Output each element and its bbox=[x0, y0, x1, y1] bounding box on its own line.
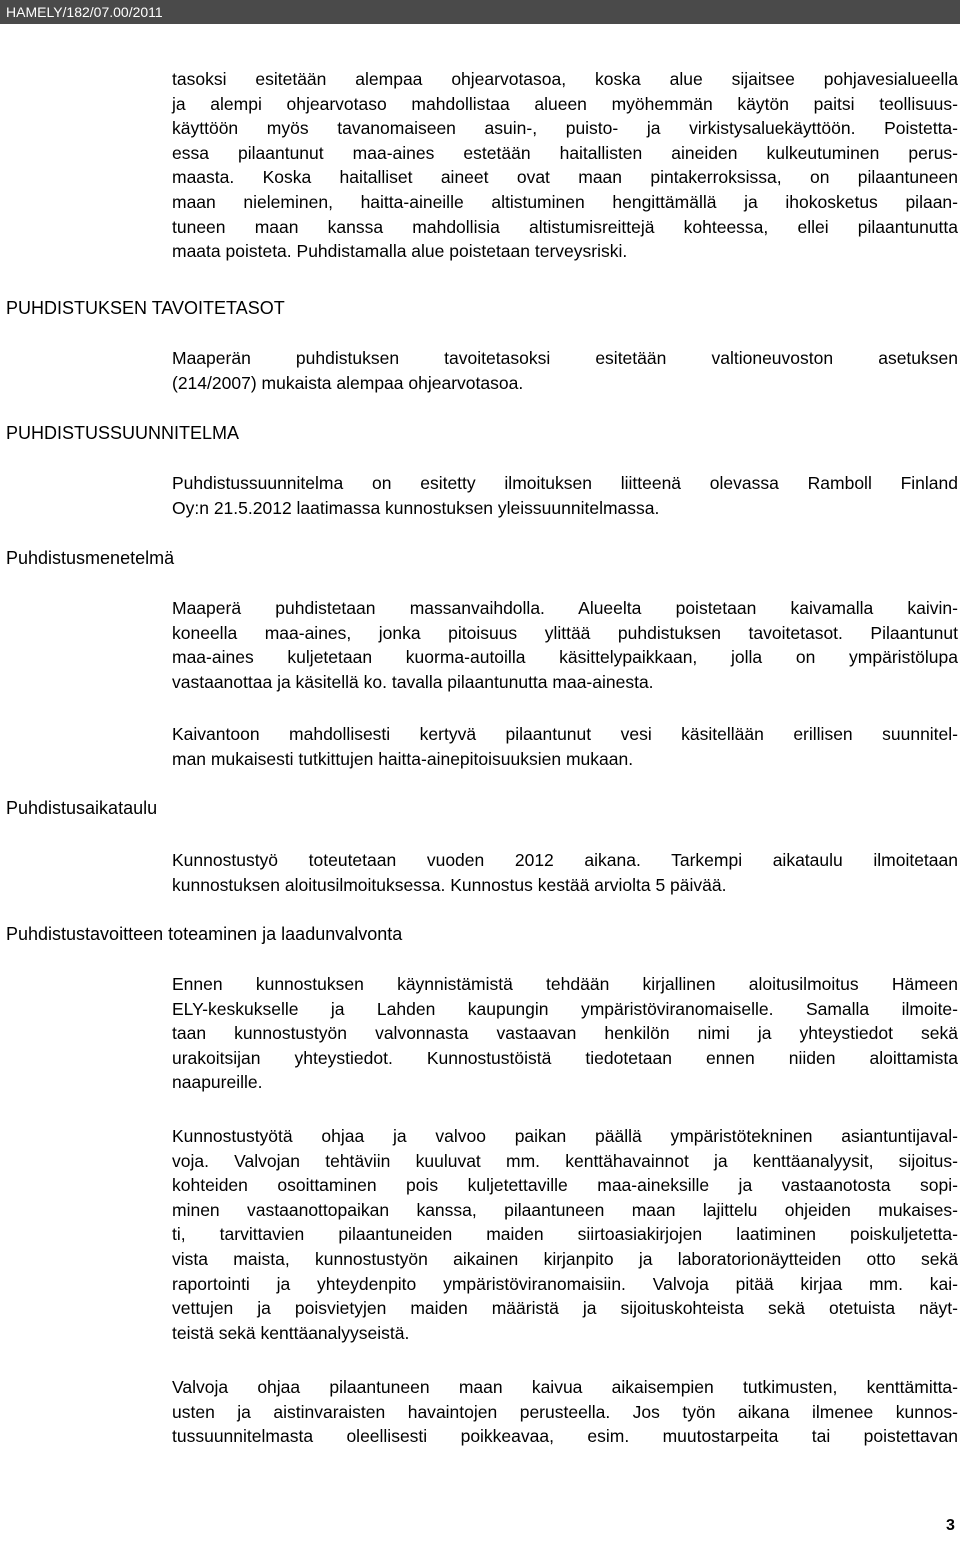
menetelma-paragraph-1 bbox=[172, 596, 958, 694]
document-id: HAMELY/182/07.00/2011 bbox=[6, 4, 163, 20]
suunnitelma-paragraph bbox=[172, 471, 958, 520]
text-line: maa-aines kuljetetaan kuorma-autoilla käsittelypaikkaan, jolla on ympäristölupa bbox=[172, 647, 958, 668]
text-line: maasta. Koska haitalliset aineet ovat maan pintakerroksissa, on pilaantuneen bbox=[172, 167, 958, 188]
text-line: käyttöön myös tavanomaiseen asuin-, puisto- ja virkistysaluekäyttöön. Poistetta- bbox=[172, 118, 958, 139]
laadunvalvonta-paragraph-3 bbox=[172, 1375, 958, 1449]
text-line: maata poisteta. Puhdistamalla alue poistetaan terveysriski. bbox=[172, 241, 628, 262]
text-line: Ennen kunnostuksen käynnistämistä tehdään kirjallinen aloitusilmoitus Hämeen bbox=[172, 974, 958, 994]
text-line: Oy:n 21.5.2012 laatimassa kunnostuksen yleissuunnitelmassa. bbox=[172, 497, 660, 518]
laadunvalvonta-paragraph-1 bbox=[172, 972, 958, 1095]
text-line: vastaanottaa ja käsitellä ko. tavalla pilaantunutta maa-ainesta. bbox=[172, 671, 654, 692]
text-line: ELY-keskukselle ja Lahden kaupungin ympäristöviranomaiselle. Samalla ilmoite- bbox=[172, 998, 958, 1019]
text-line: man mukaisesti tutkittujen haitta-ainepitoisuuksien mukaan. bbox=[172, 748, 634, 769]
text-line: Maaperä puhdistetaan massanvaihdolla. Alueelta poistetaan kaivamalla kaivin- bbox=[172, 598, 958, 618]
text-line: tuneen maan kanssa mahdollisia altistumisreittejä kohteessa, ellei pilaantunutta bbox=[172, 216, 958, 237]
text-line: essa pilaantunut maa-aines estetään haitallisten aineiden kulkeutuminen perus- bbox=[172, 142, 958, 163]
text-line: vettujen ja poisvietyjen maiden määristä ja sijoituskohteista sekä otetuista näyt- bbox=[172, 1298, 958, 1319]
subsection-heading-laadunvalvonta: Puhdistustavoitteen toteaminen ja laadunvalvonta bbox=[6, 924, 403, 944]
menetelma-paragraph-2 bbox=[172, 722, 958, 771]
text-line: naapureille. bbox=[172, 1072, 263, 1093]
text-line: vista maista, kunnostustyön aikainen kirjanpito ja laboratorionäytteiden otto sekä bbox=[172, 1248, 958, 1269]
text-line: voja. Valvojan tehtäviin kuuluvat mm. kenttähavainnot ja kenttäanalyysit, sijoitus- bbox=[172, 1150, 958, 1171]
text-line: (214/2007) mukaista alempaa ohjearvotasoa. bbox=[172, 372, 524, 393]
laadunvalvonta-paragraph-2 bbox=[172, 1124, 958, 1345]
text-line: Maaperän puhdistuksen tavoitetasoksi esitetään valtioneuvoston asetuksen bbox=[172, 348, 958, 368]
text-line: teistä sekä kenttäanalyyseistä. bbox=[172, 1322, 410, 1343]
text-line: tussuunnitelmasta oleellisesti poikkeavaa, esim. muutostarpeita tai poistettavan bbox=[172, 1426, 958, 1447]
subsection-heading-aikataulu: Puhdistusaikataulu bbox=[6, 798, 158, 818]
text-line: Kaivantoon mahdollisesti kertyvä pilaantunut vesi käsitellään erillisen suunnitel- bbox=[172, 724, 958, 744]
text-line: minen vastaanottopaikan kanssa, pilaantuneen maan lajittelu ohjeiden mukaises- bbox=[172, 1199, 958, 1220]
text-line: koneella maa-aines, jonka pitoisuus ylittää puhdistuksen tavoitetasot. Pilaantunut bbox=[172, 622, 958, 643]
document-header-bar bbox=[0, 0, 960, 24]
page-number: 3 bbox=[946, 1517, 955, 1534]
text-line: kunnostuksen aloitusilmoituksessa. Kunnostus kestää arviolta 5 päivää. bbox=[172, 874, 727, 895]
text-line: kohteiden osoittaminen pois kuljetettaville maa-aineksille ja vastaanotosta sopi- bbox=[172, 1175, 958, 1196]
text-line: ti, tarvittavien pilaantuneiden maiden siirtoasiakirjojen laatiminen poiskuljetetta- bbox=[172, 1224, 958, 1245]
text-line: Valvoja ohjaa pilaantuneen maan kaivua aikaisempien tutkimusten, kenttämitta- bbox=[172, 1377, 958, 1397]
text-line: urakoitsijan yhteystiedot. Kunnostustöistä tiedotetaan ennen niiden aloittamista bbox=[172, 1047, 958, 1068]
text-line: tasoksi esitetään alempaa ohjearvotasoa, koska alue sijaitsee pohjavesialueella bbox=[172, 69, 958, 89]
text-line: raportointi ja yhteydenpito ympäristöviranomaisiin. Valvoja pitää kirjaa mm. kai- bbox=[172, 1273, 958, 1294]
text-line: Kunnostustyötä ohjaa ja valvoo paikan päällä ympäristötekninen asiantuntijaval- bbox=[172, 1126, 958, 1146]
section-heading-tavoitetasot: PUHDISTUKSEN TAVOITETASOT bbox=[6, 298, 285, 318]
text-line: ja alempi ohjearvotaso mahdollistaa alueen myöhemmän käytön paitsi teollisuus- bbox=[172, 93, 958, 114]
subsection-heading-menetelma: Puhdistusmenetelmä bbox=[6, 548, 175, 568]
text-line: usten ja aistinvaraisten havaintojen perusteella. Jos työn aikana ilmenee kunnos- bbox=[172, 1401, 958, 1422]
text-line: Puhdistussuunnitelma on esitetty ilmoituksen liitteenä olevassa Ramboll Finland bbox=[172, 473, 958, 493]
text-line: Kunnostustyö toteutetaan vuoden 2012 aikana. Tarkempi aikataulu ilmoitetaan bbox=[172, 850, 958, 870]
intro-paragraph bbox=[172, 67, 958, 264]
text-line: taan kunnostustyön valvonnasta vastaavan henkilön nimi ja yhteystiedot sekä bbox=[172, 1023, 958, 1044]
section-heading-suunnitelma: PUHDISTUSSUUNNITELMA bbox=[6, 423, 240, 443]
tavoitetasot-paragraph bbox=[172, 346, 958, 395]
aikataulu-paragraph bbox=[172, 848, 958, 897]
text-line: maan nieleminen, haitta-aineille altistuminen hengittämällä ja ihokosketus pilaan- bbox=[172, 191, 958, 212]
